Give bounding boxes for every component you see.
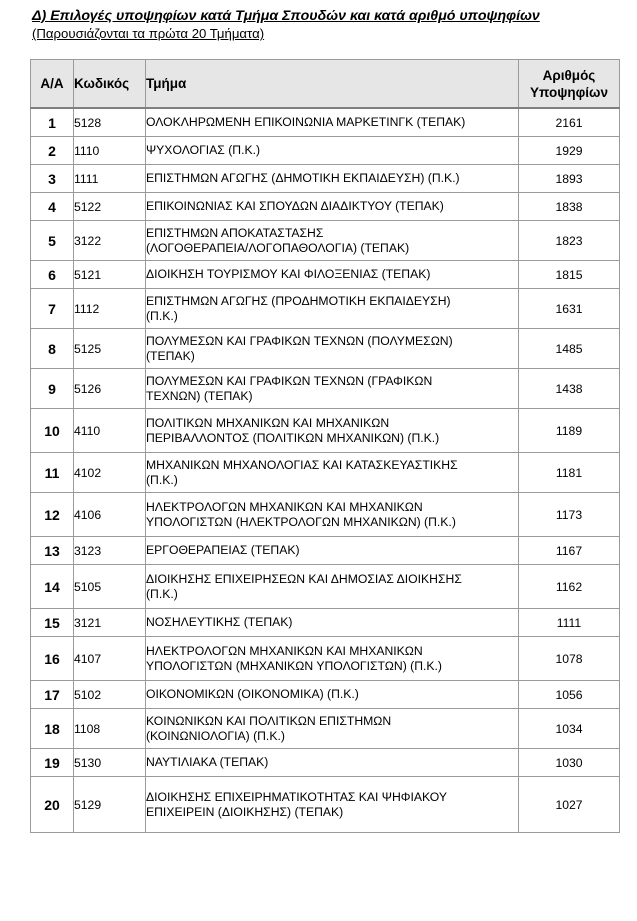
- row-number: 19: [31, 749, 74, 777]
- department-code: 3123: [74, 537, 146, 565]
- row-number: 17: [31, 681, 74, 709]
- department-name: [146, 749, 519, 777]
- document-header: [32, 8, 622, 42]
- table-row: [31, 537, 620, 565]
- department-name-line: ΕΠΙΣΤΗΜΩΝ ΑΓΩΓΗΣ (ΔΗΜΟΤΙΚΗ ΕΚΠΑΙΔΕΥΣΗ) (Π.Κ.): [146, 171, 460, 185]
- row-number: 8: [31, 329, 74, 369]
- header-department: Τμήμα: [146, 60, 519, 109]
- department-name: [146, 193, 519, 221]
- header-aa: Α/Α: [31, 60, 74, 109]
- department-name: [146, 537, 519, 565]
- department-code: 5125: [74, 329, 146, 369]
- candidates-count: 1030: [519, 749, 620, 777]
- department-name-line: (Π.Κ.): [146, 586, 178, 601]
- header-code: Κωδικός: [74, 60, 146, 109]
- department-name-line: ΕΠΙΧΕΙΡΕΙΝ (ΔΙΟΙΚΗΣΗΣ) (ΤΕΠΑΚ): [146, 804, 344, 819]
- table-row: [31, 369, 620, 409]
- department-name-line: ΕΡΓΟΘΕΡΑΠΕΙΑΣ (ΤΕΠΑΚ): [146, 543, 300, 557]
- department-name-line: ΜΗΧΑΝΙΚΩΝ ΜΗΧΑΝΟΛΟΓΙΑΣ ΚΑΙ ΚΑΤΑΣΚΕΥΑΣΤΙΚΗΣ: [146, 457, 458, 472]
- section-title: Δ) Επιλογές υποψηφίων κατά Τμήμα Σπουδών και κατά αριθμό υποψηφίων: [32, 8, 540, 24]
- candidates-count: 1485: [519, 329, 620, 369]
- department-name-line: ΥΠΟΛΟΓΙΣΤΩΝ (ΜΗΧΑΝΙΚΩΝ ΥΠΟΛΟΓΙΣΤΩΝ) (Π.Κ.): [146, 658, 442, 673]
- department-code: 4110: [74, 409, 146, 453]
- table-row: [31, 609, 620, 637]
- department-code: 5130: [74, 749, 146, 777]
- department-name: [146, 565, 519, 609]
- department-name-line: ΨΥΧΟΛΟΓΙΑΣ (Π.Κ.): [146, 143, 261, 157]
- candidates-count: 1181: [519, 453, 620, 493]
- department-name: [146, 329, 519, 369]
- department-name-line: ΕΠΙΣΤΗΜΩΝ ΑΓΩΓΗΣ (ΠΡΟΔΗΜΟΤΙΚΗ ΕΚΠΑΙΔΕΥΣΗ): [146, 293, 451, 308]
- department-name: [146, 453, 519, 493]
- header-count-line2: Υποψηφίων: [530, 84, 608, 100]
- department-code: 5122: [74, 193, 146, 221]
- department-code: 1108: [74, 709, 146, 749]
- department-name-line: (Π.Κ.): [146, 308, 178, 323]
- candidates-count: 1173: [519, 493, 620, 537]
- department-code: 5126: [74, 369, 146, 409]
- department-code: 3121: [74, 609, 146, 637]
- department-code: 3122: [74, 221, 146, 261]
- department-name: [146, 777, 519, 833]
- department-name: [146, 108, 519, 137]
- department-name-line: ΠΕΡΙΒΑΛΛΟΝΤΟΣ (ΠΟΛΙΤΙΚΩΝ ΜΗΧΑΝΙΚΩΝ) (Π.Κ.): [146, 430, 440, 445]
- department-name: [146, 261, 519, 289]
- table-row: [31, 453, 620, 493]
- department-name-line: ΕΠΙΚΟΙΝΩΝΙΑΣ ΚΑΙ ΣΠΟΥΔΩΝ ΔΙΑΔΙΚΤΥΟΥ (ΤΕΠΑΚ): [146, 199, 444, 213]
- candidates-count: 1162: [519, 565, 620, 609]
- department-name-line: ΔΙΟΙΚΗΣΗ ΤΟΥΡΙΣΜΟΥ ΚΑΙ ΦΙΛΟΞΕΝΙΑΣ (ΤΕΠΑΚ): [146, 267, 431, 281]
- header-count-line1: Αριθμός: [542, 67, 596, 83]
- row-number: 15: [31, 609, 74, 637]
- row-number: 2: [31, 137, 74, 165]
- department-code: 5128: [74, 108, 146, 137]
- department-code: 5102: [74, 681, 146, 709]
- department-name-line: ΕΠΙΣΤΗΜΩΝ ΑΠΟΚΑΤΑΣΤΑΣΗΣ: [146, 225, 324, 240]
- table-row: [31, 108, 620, 137]
- row-number: 5: [31, 221, 74, 261]
- department-name-line: ΗΛΕΚΤΡΟΛΟΓΩΝ ΜΗΧΑΝΙΚΩΝ ΚΑΙ ΜΗΧΑΝΙΚΩΝ: [146, 643, 423, 658]
- candidates-count: 1631: [519, 289, 620, 329]
- row-number: 12: [31, 493, 74, 537]
- header-candidates-count: [519, 60, 620, 109]
- department-name-line: ΝΑΥΤΙΛΙΑΚΑ (ΤΕΠΑΚ): [146, 755, 269, 769]
- candidates-count: 1823: [519, 221, 620, 261]
- department-name: [146, 637, 519, 681]
- department-name-line: ΥΠΟΛΟΓΙΣΤΩΝ (ΗΛΕΚΤΡΟΛΟΓΩΝ ΜΗΧΑΝΙΚΩΝ) (Π.Κ.): [146, 514, 456, 529]
- table-row: [31, 749, 620, 777]
- table-row: [31, 221, 620, 261]
- row-number: 9: [31, 369, 74, 409]
- candidates-count: 2161: [519, 108, 620, 137]
- department-name: [146, 709, 519, 749]
- candidates-table: [30, 59, 620, 833]
- table-row: [31, 329, 620, 369]
- department-name-line: (ΛΟΓΟΘΕΡΑΠΕΙΑ/ΛΟΓΟΠΑΘΟΛΟΓΙΑ) (ΤΕΠΑΚ): [146, 240, 410, 255]
- department-name-line: ΠΟΛΙΤΙΚΩΝ ΜΗΧΑΝΙΚΩΝ ΚΑΙ ΜΗΧΑΝΙΚΩΝ: [146, 415, 390, 430]
- department-name: [146, 493, 519, 537]
- department-code: 4107: [74, 637, 146, 681]
- candidates-count: 1189: [519, 409, 620, 453]
- department-name: [146, 369, 519, 409]
- table-row: [31, 709, 620, 749]
- table-row: [31, 777, 620, 833]
- department-name: [146, 137, 519, 165]
- row-number: 7: [31, 289, 74, 329]
- candidates-count: 1027: [519, 777, 620, 833]
- department-code: 4102: [74, 453, 146, 493]
- department-name-line: ΔΙΟΙΚΗΣΗΣ ΕΠΙΧΕΙΡΗΣΕΩΝ ΚΑΙ ΔΗΜΟΣΙΑΣ ΔΙΟΙΚΗΣΗΣ: [146, 571, 462, 586]
- row-number: 14: [31, 565, 74, 609]
- row-number: 6: [31, 261, 74, 289]
- department-name: [146, 609, 519, 637]
- table-body: [31, 108, 620, 833]
- row-number: 13: [31, 537, 74, 565]
- department-code: 1110: [74, 137, 146, 165]
- department-name: [146, 289, 519, 329]
- row-number: 20: [31, 777, 74, 833]
- candidates-count: 1838: [519, 193, 620, 221]
- table-row: [31, 261, 620, 289]
- department-name: [146, 681, 519, 709]
- table-row: [31, 137, 620, 165]
- department-name-line: ΠΟΛΥΜΕΣΩΝ ΚΑΙ ΓΡΑΦΙΚΩΝ ΤΕΧΝΩΝ (ΠΟΛΥΜΕΣΩΝ): [146, 333, 453, 348]
- table-row: [31, 681, 620, 709]
- department-code: 4106: [74, 493, 146, 537]
- department-code: 1111: [74, 165, 146, 193]
- table-row: [31, 409, 620, 453]
- candidates-count: 1929: [519, 137, 620, 165]
- department-code: 5121: [74, 261, 146, 289]
- table-row: [31, 193, 620, 221]
- department-code: 1112: [74, 289, 146, 329]
- department-name: [146, 165, 519, 193]
- row-number: 16: [31, 637, 74, 681]
- table-row: [31, 565, 620, 609]
- department-name: [146, 221, 519, 261]
- department-name-line: (Π.Κ.): [146, 472, 178, 487]
- row-number: 4: [31, 193, 74, 221]
- table-row: [31, 289, 620, 329]
- department-name-line: ΟΛΟΚΛΗΡΩΜΕΝΗ ΕΠΙΚΟΙΝΩΝΙΑ ΜΑΡΚΕΤΙΝΓΚ (ΤΕΠΑΚ): [146, 115, 466, 129]
- candidates-count: 1034: [519, 709, 620, 749]
- candidates-count: 1111: [519, 609, 620, 637]
- row-number: 1: [31, 108, 74, 137]
- candidates-count: 1078: [519, 637, 620, 681]
- department-name-line: ΚΟΙΝΩΝΙΚΩΝ ΚΑΙ ΠΟΛΙΤΙΚΩΝ ΕΠΙΣΤΗΜΩΝ: [146, 713, 392, 728]
- candidates-count: 1056: [519, 681, 620, 709]
- department-name-line: ΠΟΛΥΜΕΣΩΝ ΚΑΙ ΓΡΑΦΙΚΩΝ ΤΕΧΝΩΝ (ΓΡΑΦΙΚΩΝ: [146, 373, 433, 388]
- department-code: 5105: [74, 565, 146, 609]
- table-row: [31, 165, 620, 193]
- department-name-line: (ΚΟΙΝΩΝΙΟΛΟΓΙΑ) (Π.Κ.): [146, 728, 285, 743]
- candidates-count: 1438: [519, 369, 620, 409]
- table-header-row: [31, 60, 620, 109]
- table-row: [31, 637, 620, 681]
- department-code: 5129: [74, 777, 146, 833]
- department-name-line: ΤΕΧΝΩΝ) (ΤΕΠΑΚ): [146, 388, 253, 403]
- candidates-count: 1167: [519, 537, 620, 565]
- department-name-line: ΗΛΕΚΤΡΟΛΟΓΩΝ ΜΗΧΑΝΙΚΩΝ ΚΑΙ ΜΗΧΑΝΙΚΩΝ: [146, 499, 423, 514]
- department-name: [146, 409, 519, 453]
- department-name-line: (ΤΕΠΑΚ): [146, 348, 195, 363]
- department-name-line: ΟΙΚΟΝΟΜΙΚΩΝ (ΟΙΚΟΝΟΜΙΚΑ) (Π.Κ.): [146, 687, 359, 701]
- row-number: 18: [31, 709, 74, 749]
- row-number: 10: [31, 409, 74, 453]
- department-name-line: ΝΟΣΗΛΕΥΤΙΚΗΣ (ΤΕΠΑΚ): [146, 615, 293, 629]
- table-row: [31, 493, 620, 537]
- row-number: 3: [31, 165, 74, 193]
- candidates-count: 1893: [519, 165, 620, 193]
- candidates-count: 1815: [519, 261, 620, 289]
- row-number: 11: [31, 453, 74, 493]
- department-name-line: ΔΙΟΙΚΗΣΗΣ ΕΠΙΧΕΙΡΗΜΑΤΙΚΟΤΗΤΑΣ ΚΑΙ ΨΗΦΙΑΚΟΥ: [146, 789, 447, 804]
- section-subtitle: (Παρουσιάζονται τα πρώτα 20 Τμήματα): [32, 26, 265, 41]
